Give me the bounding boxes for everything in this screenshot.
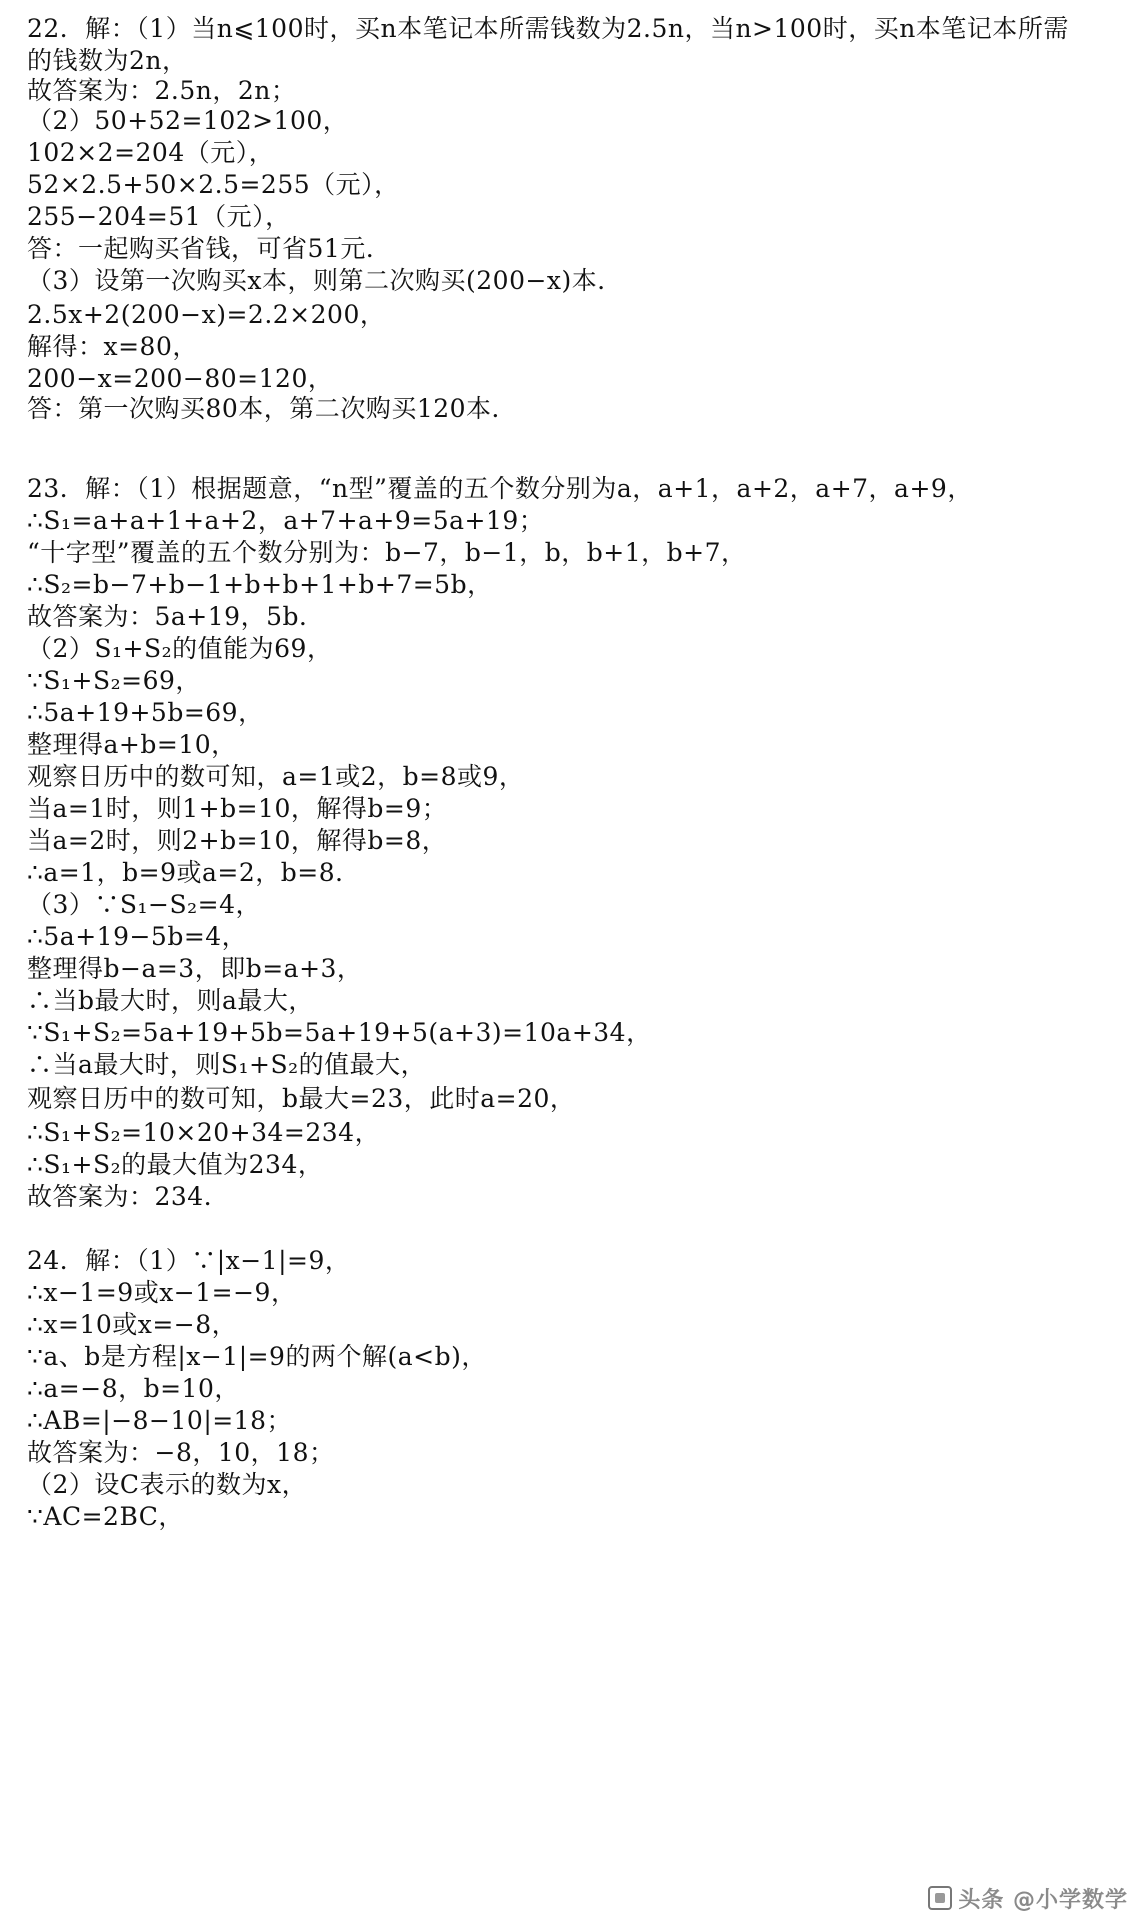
text-line: ∴5a+19−5b=4， <box>27 922 248 951</box>
app-logo-icon <box>928 1886 952 1910</box>
text-line: 解得：x=80， <box>27 332 198 361</box>
text-line: ∵S₁+S₂=69， <box>27 666 201 695</box>
text-line: （2）设C表示的数为x， <box>27 1470 308 1499</box>
text-line: 255−204=51（元）， <box>27 202 291 231</box>
text-line: ∴当a最大时，则S₁+S₂的值最大， <box>27 1050 427 1079</box>
text-line: ∴S₁+S₂=10×20+34=234， <box>27 1118 381 1147</box>
text-line: ∴x−1=9或x−1=−9， <box>27 1278 297 1307</box>
text-line: ∴S₁+S₂的最大值为234， <box>27 1150 324 1179</box>
text-line: 当a=2时，则2+b=10，解得b=8， <box>27 826 448 855</box>
text-line: ∴a=−8，b=10， <box>27 1374 240 1403</box>
text-line: 当a=1时，则1+b=10，解得b=9； <box>27 794 448 823</box>
watermark <box>838 1880 1128 1916</box>
text-line: 故答案为：234． <box>27 1182 230 1211</box>
text-line: ∵a、b是方程|x−1|=9的两个解(a<b)， <box>27 1342 487 1371</box>
text-line: ∴S₁=a+a+1+a+2，a+7+a+9=5a+19； <box>27 506 545 535</box>
text-line: ∴当b最大时，则a最大， <box>27 986 314 1015</box>
text-line: （2）S₁+S₂的值能为69， <box>27 634 333 663</box>
text-line: ∵AC=2BC， <box>27 1502 184 1531</box>
text-line: 故答案为：5a+19，5b． <box>27 602 325 631</box>
text-line: 故答案为：−8，10，18； <box>27 1438 335 1467</box>
text-line: 23．解：（1）根据题意，“n型”覆盖的五个数分别为a，a+1，a+2，a+7，a+9， <box>27 474 973 503</box>
text-line: 24．解：（1）∵|x−1|=9， <box>27 1246 351 1275</box>
text-line: ∴5a+19+5b=69， <box>27 698 264 727</box>
text-line: （2）50+52=102>100， <box>27 106 349 135</box>
text-line: ∴x=10或x=−8， <box>27 1310 238 1339</box>
text-line: ∴S₂=b−7+b−1+b+b+1+b+7=5b， <box>27 570 493 599</box>
text-line: 观察日历中的数可知，b最大=23，此时a=20， <box>27 1084 576 1113</box>
text-line: ∴AB=|−8−10|=18； <box>27 1406 292 1435</box>
text-line: “十字型”覆盖的五个数分别为：b−7，b−1，b，b+1，b+7， <box>27 538 747 567</box>
text-line: 102×2=204（元）， <box>27 138 275 167</box>
text-line: 观察日历中的数可知，a=1或2，b=8或9， <box>27 762 525 791</box>
text-line: 2.5x+2(200−x)=2.2×200， <box>27 300 386 329</box>
text-line: 答：第一次购买80本，第二次购买120本． <box>27 394 518 423</box>
text-line: 故答案为：2.5n，2n； <box>27 76 297 105</box>
text-line: 整理得b−a=3，即b=a+3， <box>27 954 363 983</box>
text-line: 的钱数为2n， <box>27 46 188 75</box>
text-line: （3）∵S₁−S₂=4， <box>27 890 262 919</box>
watermark-text: 头条 @小学数学 <box>958 1887 1128 1913</box>
text-line: 22．解：（1）当n⩽100时，买n本笔记本所需钱数为2.5n，当n>100时，买n本笔记本所需 <box>27 14 1069 43</box>
text-line: 整理得a+b=10， <box>27 730 237 759</box>
text-line: ∴a=1，b=9或a=2，b=8． <box>27 858 361 887</box>
text-line: 52×2.5+50×2.5=255（元）， <box>27 170 400 199</box>
text-line: （3）设第一次购买x本，则第二次购买(200−x)本． <box>27 266 623 295</box>
text-line: ∵S₁+S₂=5a+19+5b=5a+19+5(a+3)=10a+34， <box>27 1018 652 1047</box>
text-line: 200−x=200−80=120， <box>27 364 334 393</box>
text-line: 答：一起购买省钱，可省51元． <box>27 234 392 263</box>
